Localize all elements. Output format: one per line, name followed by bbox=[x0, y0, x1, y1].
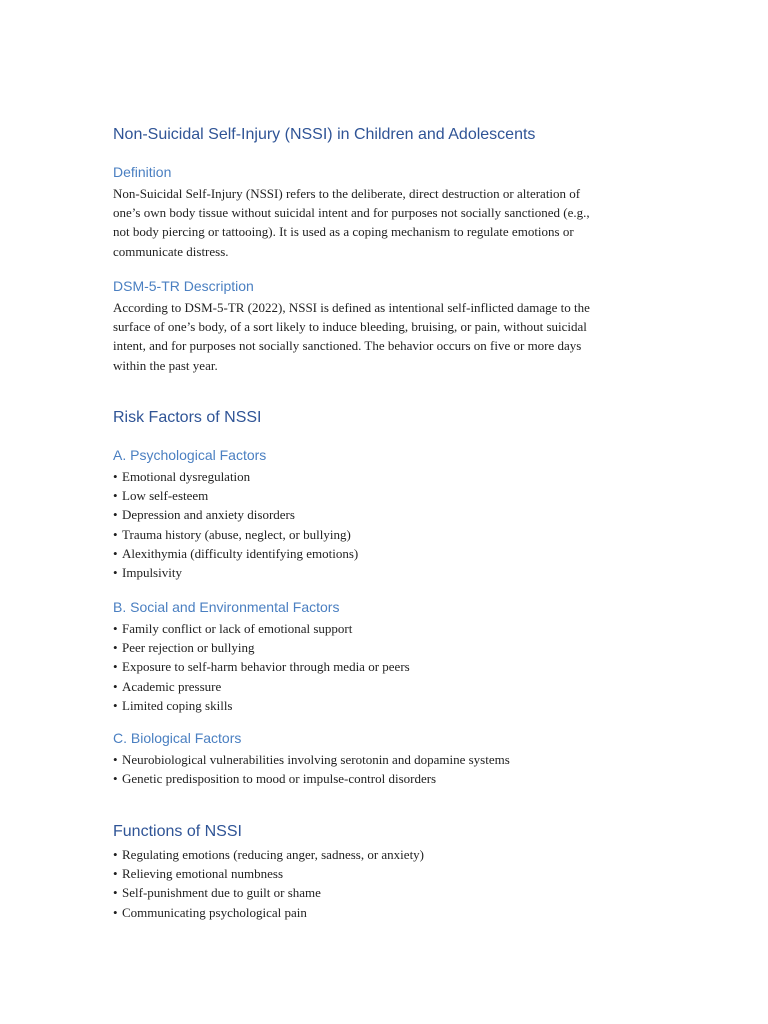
list-item: • Family conflict or lack of emotional support bbox=[113, 619, 410, 638]
bullet-icon: • bbox=[113, 752, 118, 767]
list-item: • Emotional dysregulation bbox=[113, 467, 358, 486]
list-item: • Self-punishment due to guilt or shame bbox=[113, 883, 424, 902]
social-factors-list bbox=[113, 619, 410, 715]
bullet-icon: • bbox=[113, 659, 118, 675]
list-item: • Genetic predisposition to mood or impulse-control disorders bbox=[113, 769, 510, 788]
list-item: • Low self-esteem bbox=[113, 486, 358, 505]
psychological-factors-heading: A. Psychological Factors bbox=[113, 447, 267, 463]
functions-list bbox=[113, 845, 424, 922]
list-item: • Depression and anxiety disorders bbox=[113, 505, 358, 524]
bullet-icon: • bbox=[113, 640, 118, 656]
dsm-line: According to DSM-5-TR (2022), NSSI is defined as intentional self-inflicted damage to the bbox=[113, 300, 590, 315]
list-item: • Relieving emotional numbness bbox=[113, 864, 424, 883]
bullet-icon: • bbox=[113, 847, 118, 862]
bullet-icon: • bbox=[113, 507, 118, 523]
definition-line: one’s own body tissue without suicidal intent and for purposes not socially sanctioned (e.g., bbox=[113, 205, 590, 221]
list-item: • Impulsivity bbox=[113, 563, 358, 582]
definition-paragraph bbox=[113, 184, 658, 261]
bullet-icon: • bbox=[113, 488, 118, 504]
list-item: • Trauma history (abuse, neglect, or bullying) bbox=[113, 525, 358, 544]
bullet-icon: • bbox=[113, 545, 118, 561]
definition-line: not body piercing or tattooing). It is used as a coping mechanism to regulate emotions or bbox=[113, 224, 574, 240]
list-item: • Academic pressure bbox=[113, 677, 410, 696]
definition-line: communicate distress. bbox=[113, 243, 229, 259]
biological-factors-list bbox=[113, 750, 510, 788]
bullet-icon: • bbox=[113, 526, 118, 542]
bullet-icon: • bbox=[113, 771, 118, 787]
bullet-icon: • bbox=[113, 885, 118, 901]
dsm-line: surface of one’s body, of a sort likely to induce bleeding, bruising, or pain, without suicidal bbox=[113, 319, 587, 335]
dsm-paragraph bbox=[113, 298, 658, 375]
document-title: Non-Suicidal Self-Injury (NSSI) in Children and Adolescents bbox=[113, 126, 536, 143]
bullet-icon: • bbox=[113, 469, 118, 484]
list-item: • Regulating emotions (reducing anger, sadness, or anxiety) bbox=[113, 845, 424, 864]
list-item: • Communicating psychological pain bbox=[113, 903, 424, 922]
bullet-icon: • bbox=[113, 697, 118, 713]
definition-line: Non-Suicidal Self-Injury (NSSI) refers to the deliberate, direct destruction or alteration of bbox=[113, 186, 581, 201]
psychological-factors-list bbox=[113, 467, 358, 582]
risk-factors-heading: Risk Factors of NSSI bbox=[113, 409, 262, 426]
bullet-icon: • bbox=[113, 678, 118, 694]
list-item: • Exposure to self-harm behavior through media or peers bbox=[113, 657, 410, 676]
list-item: • Limited coping skills bbox=[113, 696, 410, 715]
bullet-icon: • bbox=[113, 621, 118, 636]
bullet-icon: • bbox=[113, 564, 118, 580]
list-item: • Peer rejection or bullying bbox=[113, 638, 410, 657]
functions-heading: Functions of NSSI bbox=[113, 823, 242, 840]
bullet-icon: • bbox=[113, 904, 118, 920]
dsm-line: within the past year. bbox=[113, 357, 218, 373]
list-item: • Neurobiological vulnerabilities involving serotonin and dopamine systems bbox=[113, 750, 510, 769]
biological-factors-heading: C. Biological Factors bbox=[113, 730, 242, 746]
bullet-icon: • bbox=[113, 866, 118, 882]
dsm-line: intent, and for purposes not socially sanctioned. The behavior occurs on five or more days bbox=[113, 338, 582, 354]
dsm-heading: DSM-5-TR Description bbox=[113, 278, 254, 294]
social-factors-heading: B. Social and Environmental Factors bbox=[113, 599, 340, 615]
definition-heading: Definition bbox=[113, 164, 172, 180]
list-item: • Alexithymia (difficulty identifying emotions) bbox=[113, 544, 358, 563]
